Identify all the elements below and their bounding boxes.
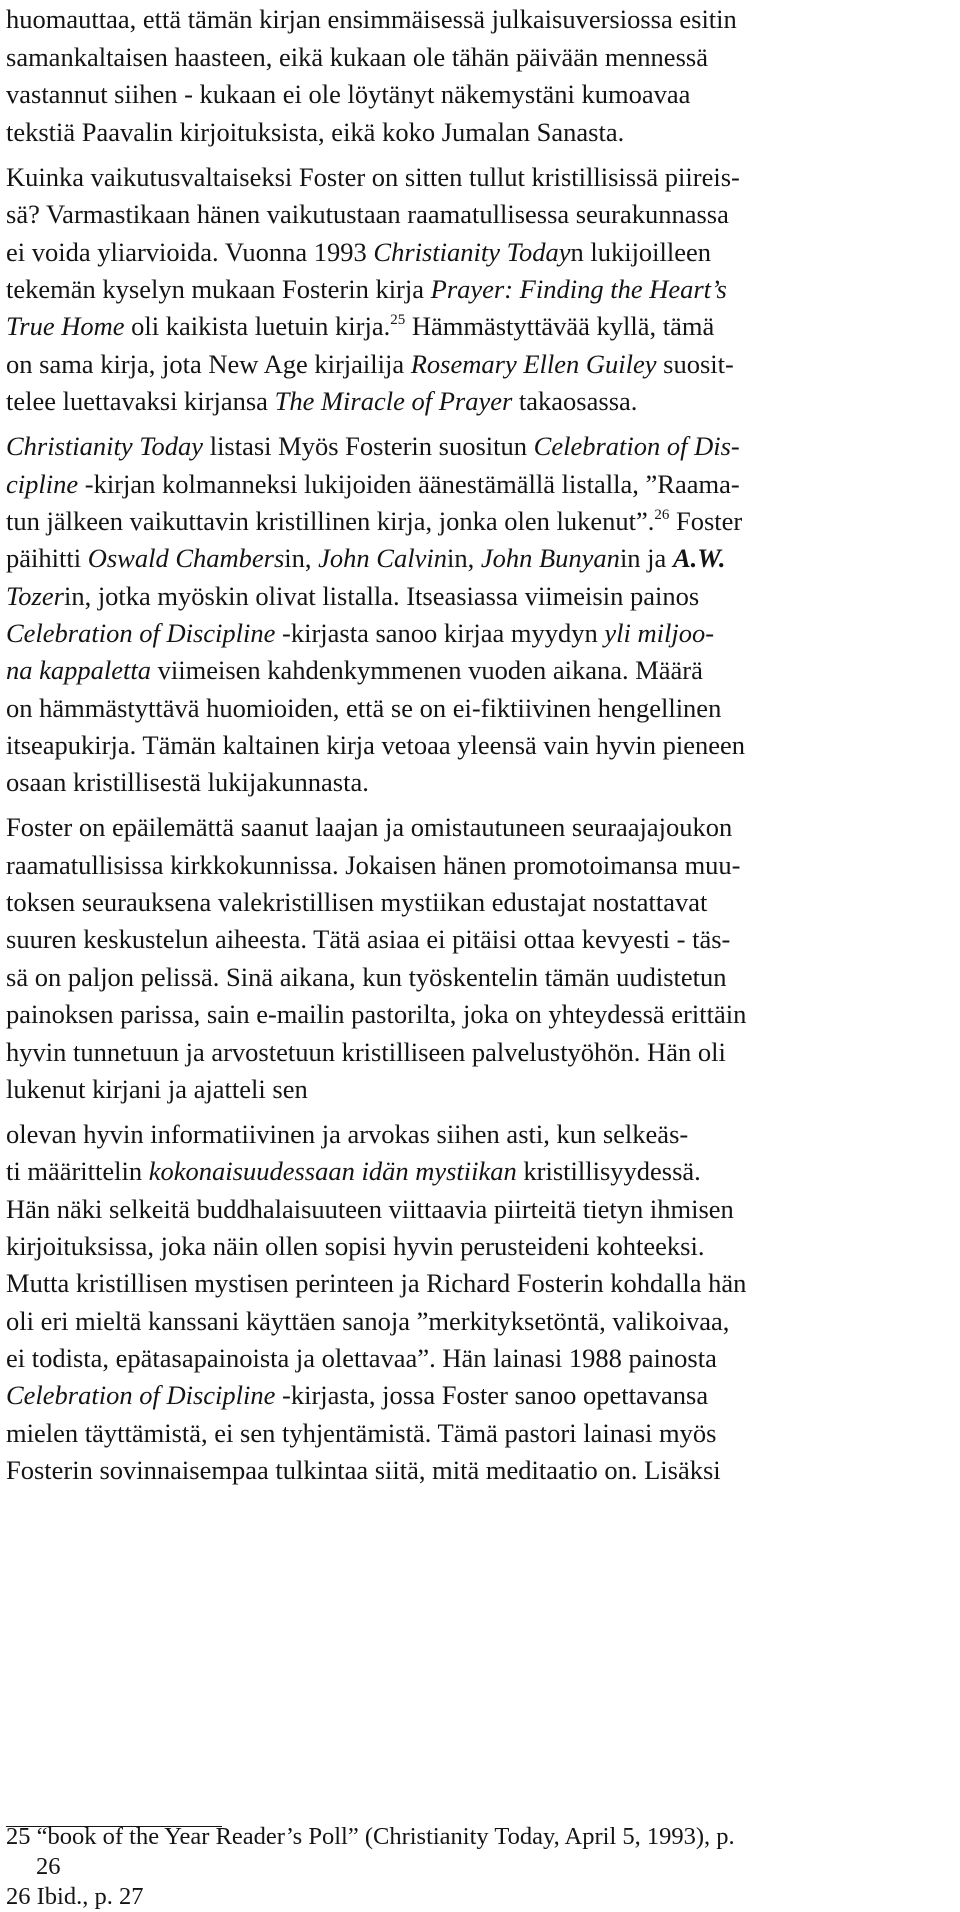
footnote-rule	[6, 1826, 222, 1827]
text-run: lukenut kirjani ja ajatteli sen	[6, 1074, 308, 1104]
text-line	[6, 502, 742, 540]
italic-run: Prayer: Finding the Heart’s	[430, 274, 727, 304]
text-run: Hämmästyttävää kyllä, tämä	[405, 311, 715, 341]
text-run: painoksen parissa, sain e-mailin pastorilta, joka on yhteydessä erittäin	[6, 999, 747, 1029]
text-run: tekemän kyselyn mukaan Fosterin kirja	[6, 274, 431, 304]
text-line	[6, 1190, 734, 1228]
italic-run: Celebration of Discipline	[6, 618, 276, 648]
text-run: Foster on epäilemättä saanut laajan ja omistautuneen seuraajajoukon	[6, 812, 733, 842]
footnote-ref: 26	[654, 507, 670, 523]
text-run: ei todista, epätasapainoista ja olettavaa”. Hän lainasi 1988 painosta	[6, 1343, 717, 1373]
text-line	[6, 995, 746, 1033]
text-line	[6, 539, 725, 577]
text-line	[6, 614, 714, 652]
italic-run: True Home	[6, 311, 125, 341]
text-run: n lukijoilleen	[570, 237, 712, 267]
text-line	[6, 846, 741, 884]
italic-run: cipline	[6, 469, 79, 499]
text-run: sä? Varmastikaan hänen vaikutustaan raamatullisessa seurakunnassa	[6, 199, 729, 229]
italic-run: Oswald Chambers	[87, 543, 285, 573]
text-line	[6, 689, 721, 727]
text-run: viimeisen kahdenkymmenen vuoden aikana. Määrä	[151, 655, 703, 685]
italic-run: A.W.	[672, 543, 726, 573]
text-run: oli kaikista luetuin kirja.	[124, 311, 391, 341]
text-run: listasi Myös Fosterin suositun	[203, 431, 534, 461]
text-run: Hän näki selkeitä buddhalaisuuteen viittaavia piirteitä tietyn ihmisen	[6, 1194, 734, 1224]
text-run: -kirjasta, jossa Foster sanoo opettavansa	[275, 1380, 709, 1410]
text-run: samankaltaisen haasteen, eikä kukaan ole tähän päivään mennessä	[6, 42, 708, 72]
text-line	[6, 651, 703, 689]
text-run: in,	[446, 543, 481, 573]
text-run: oli eri mieltä kanssani käyttäen sanoja ”merkityksetöntä, valikoivaa,	[6, 1306, 730, 1336]
footnote-ref: 25	[390, 312, 406, 328]
text-line	[6, 307, 714, 345]
text-run: itseapukirja. Tämän kaltainen kirja vetoaa yleensä vain hyvin pieneen	[6, 730, 746, 760]
italic-run: yli miljoo-	[604, 618, 715, 648]
italic-run: kokonaisuudessaan idän mystiikan	[148, 1156, 517, 1186]
text-run: sä on paljon pelissä. Sinä aikana, kun työskentelin tämän uudistetun	[6, 962, 727, 992]
footnote-line: 25 “book of the Year Reader’s Poll” (Christianity Today, April 5, 1993), p.	[6, 1823, 735, 1850]
text-run: Kuinka vaikutusvaltaiseksi Foster on sitten tullut kristillisissä piireis-	[6, 162, 740, 192]
text-line	[6, 920, 730, 958]
text-run: toksen seurauksena valekristillisen mystiikan edustajat nostattavat	[6, 887, 708, 917]
text-run: olevan hyvin informatiivinen ja arvokas siihen asti, kun selkeäs-	[6, 1119, 689, 1149]
text-line	[6, 270, 727, 308]
text-line	[6, 195, 729, 233]
text-line	[6, 0, 737, 38]
text-run: in, jotka myöskin olivat listalla. Itseasiassa viimeisin painos	[63, 581, 700, 611]
text-line	[6, 345, 734, 383]
text-line	[6, 763, 369, 801]
text-run: takaosassa.	[512, 386, 638, 416]
italic-run: Celebration of Discipline	[6, 1380, 276, 1410]
text-line	[6, 465, 740, 503]
text-line	[6, 958, 727, 996]
text-line	[6, 883, 707, 921]
text-line	[6, 75, 690, 113]
text-line	[6, 1152, 701, 1190]
text-run: tekstiä Paavalin kirjoituksista, eikä koko Jumalan Sanasta.	[6, 117, 625, 147]
text-line	[6, 158, 740, 196]
text-line	[6, 113, 624, 151]
text-line	[6, 427, 740, 465]
text-line	[6, 1302, 729, 1340]
text-line	[6, 1376, 708, 1414]
italic-run: na kappaletta	[6, 655, 151, 685]
text-run: vastannut siihen - kukaan ei ole löytänyt näkemystäni kumoavaa	[6, 79, 691, 109]
text-run: osaan kristillisestä lukijakunnasta.	[6, 767, 369, 797]
text-run: tun jälkeen vaikuttavin kristillinen kirja, jonka olen lukenut”.	[6, 506, 655, 536]
text-run: -kirjan kolmanneksi lukijoiden äänestämällä listalla, ”Raama-	[78, 469, 740, 499]
italic-run: Celebration of Dis-	[533, 431, 740, 461]
italic-run: Christianity Today	[6, 431, 204, 461]
text-run: mielen täyttämistä, ei sen tyhjentämistä. Tämä pastori lainasi myös	[6, 1418, 717, 1448]
text-line	[6, 1451, 721, 1489]
text-line	[6, 38, 708, 76]
text-run: ti määrittelin	[6, 1156, 149, 1186]
text-run: Mutta kristillisen mystisen perinteen ja Richard Fosterin kohdalla hän	[6, 1268, 747, 1298]
text-run: kristillisyydessä.	[516, 1156, 701, 1186]
text-run: päihitti	[6, 543, 88, 573]
text-run: Foster	[669, 506, 743, 536]
italic-run: John Bunyan	[480, 543, 620, 573]
text-run: in,	[284, 543, 319, 573]
text-line	[6, 1227, 705, 1265]
text-line	[6, 726, 745, 764]
text-run: on hämmästyttävä huomioiden, että se on ei-fiktiivinen hengellinen	[6, 693, 722, 723]
text-line	[6, 1115, 688, 1153]
text-run: in ja	[619, 543, 673, 573]
text-run: ei voida yliarvioida. Vuonna 1993	[6, 237, 374, 267]
text-run: Fosterin sovinnaisempaa tulkintaa siitä, mitä meditaatio on. Lisäksi	[6, 1455, 721, 1485]
italic-run: Christianity Today	[373, 237, 571, 267]
text-run: hyvin tunnetuun ja arvostetuun kristilliseen palvelustyöhön. Hän oli	[6, 1037, 726, 1067]
footnote-line: 26 Ibid., p. 27	[6, 1883, 144, 1910]
text-line	[6, 1264, 746, 1302]
text-run: on sama kirja, jota New Age kirjailija	[6, 349, 411, 379]
italic-run: The Miracle of Prayer	[274, 386, 513, 416]
text-line	[6, 1033, 726, 1071]
text-line	[6, 382, 637, 420]
text-run: -kirjasta sanoo kirjaa myydyn	[275, 618, 605, 648]
text-run: huomauttaa, että tämän kirjan ensimmäisessä julkaisuversiossa esitin	[6, 4, 737, 34]
text-line	[6, 577, 699, 615]
text-line	[6, 1070, 308, 1108]
text-run: suuren keskustelun aiheesta. Tätä asiaa ei pitäisi ottaa kevyesti - täs-	[6, 924, 731, 954]
text-run: raamatullisissa kirkkokunnissa. Jokaisen hänen promotoimansa muu-	[6, 850, 741, 880]
italic-run: Tozer	[6, 581, 64, 611]
text-line	[6, 1414, 716, 1452]
italic-run: Rosemary Ellen Guiley	[410, 349, 657, 379]
text-run: suosit-	[656, 349, 734, 379]
text-run: telee luettavaksi kirjansa	[6, 386, 275, 416]
footnote-line: 26	[36, 1853, 61, 1880]
text-line	[6, 233, 711, 271]
text-line	[6, 1339, 717, 1377]
text-line	[6, 808, 732, 846]
italic-run: John Calvin	[318, 543, 447, 573]
text-run: kirjoituksissa, joka näin ollen sopisi hyvin perusteideni kohteeksi.	[6, 1231, 705, 1261]
